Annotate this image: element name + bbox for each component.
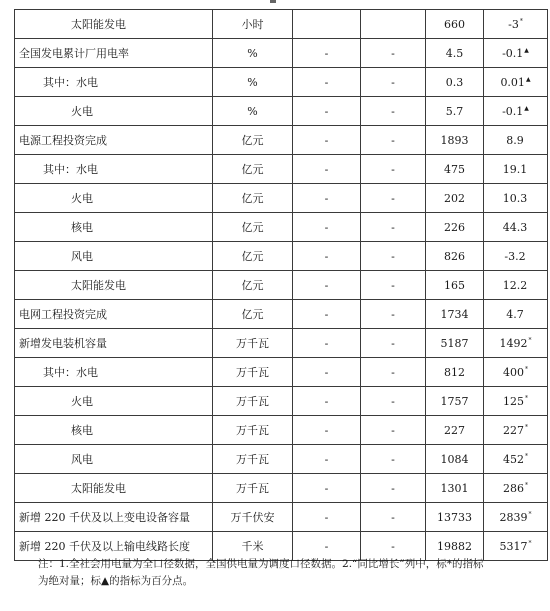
row-col4-text: - bbox=[391, 307, 395, 321]
row-change-text: 5317 bbox=[499, 539, 528, 553]
change-marker: * bbox=[525, 481, 528, 489]
row-unit bbox=[213, 97, 293, 126]
row-col3-text: - bbox=[324, 539, 329, 553]
footnote-line-2: 为绝对量；标▲的指标为百分点。 bbox=[38, 575, 194, 587]
table-row bbox=[15, 68, 548, 97]
row-change bbox=[484, 416, 548, 445]
row-col3 bbox=[293, 184, 361, 213]
row-col3-text: - bbox=[324, 278, 329, 292]
row-col4 bbox=[361, 242, 426, 271]
row-value bbox=[426, 213, 484, 242]
row-col3 bbox=[293, 39, 361, 68]
row-unit-text: 万千瓦 bbox=[236, 395, 269, 408]
row-unit bbox=[213, 474, 293, 503]
row-unit bbox=[213, 271, 293, 300]
row-col3 bbox=[293, 155, 361, 184]
row-value-text: 13733 bbox=[437, 510, 472, 524]
row-change-text: -0.1 bbox=[502, 104, 524, 118]
row-name-text: 电网工程投资完成 bbox=[19, 308, 107, 321]
row-value-text: 227 bbox=[444, 423, 465, 437]
row-name bbox=[15, 242, 213, 271]
top-edge bbox=[0, 0, 550, 8]
row-change-text: 0.01 bbox=[500, 75, 525, 89]
row-change bbox=[484, 300, 548, 329]
row-col4 bbox=[361, 358, 426, 387]
row-name-text: 太阳能发电 bbox=[71, 279, 126, 292]
row-change-text: -3 bbox=[508, 17, 519, 31]
change-marker: * bbox=[528, 510, 532, 518]
row-name bbox=[15, 445, 213, 474]
row-col3 bbox=[293, 474, 361, 503]
row-col4 bbox=[361, 329, 426, 358]
row-unit-text: 亿元 bbox=[241, 221, 264, 234]
row-value-text: 5187 bbox=[440, 336, 469, 350]
row-value bbox=[426, 68, 484, 97]
row-change-text: 286 bbox=[503, 481, 524, 495]
row-col4-text: - bbox=[391, 191, 395, 205]
row-col4-text: - bbox=[391, 423, 395, 437]
row-unit-text: 万千瓦 bbox=[236, 424, 269, 437]
row-col4-text: - bbox=[391, 162, 395, 176]
row-col4 bbox=[361, 445, 426, 474]
row-value-text: 826 bbox=[444, 249, 465, 263]
table-row bbox=[15, 10, 548, 39]
row-name-text: 太阳能发电 bbox=[71, 18, 126, 31]
row-unit bbox=[213, 416, 293, 445]
row-value-text: 19882 bbox=[437, 539, 472, 553]
row-value bbox=[426, 271, 484, 300]
row-change bbox=[484, 97, 548, 126]
row-col4 bbox=[361, 213, 426, 242]
row-value bbox=[426, 503, 484, 532]
row-change bbox=[484, 10, 548, 39]
row-change bbox=[484, 184, 548, 213]
row-col3 bbox=[293, 387, 361, 416]
row-col4 bbox=[361, 474, 426, 503]
row-name bbox=[15, 184, 213, 213]
row-unit bbox=[213, 503, 293, 532]
row-change bbox=[484, 358, 548, 387]
row-col3 bbox=[293, 329, 361, 358]
row-col3 bbox=[293, 416, 361, 445]
table-row bbox=[15, 387, 548, 416]
row-change bbox=[484, 155, 548, 184]
row-name bbox=[15, 271, 213, 300]
row-change bbox=[484, 271, 548, 300]
row-name bbox=[15, 213, 213, 242]
row-change-text: 10.3 bbox=[502, 191, 528, 205]
row-unit bbox=[213, 155, 293, 184]
row-change bbox=[484, 68, 548, 97]
row-change bbox=[484, 503, 548, 532]
row-col4-text: - bbox=[391, 365, 395, 379]
row-change bbox=[484, 329, 548, 358]
row-col4-text: - bbox=[391, 278, 395, 292]
row-col3 bbox=[293, 242, 361, 271]
row-name-text: 火电 bbox=[71, 105, 93, 118]
row-unit-text: 万千伏安 bbox=[230, 511, 275, 524]
table-row bbox=[15, 39, 548, 68]
row-col4 bbox=[361, 126, 426, 155]
row-change-text: 19.1 bbox=[502, 162, 528, 176]
row-name-text: 其中：水电 bbox=[43, 366, 98, 379]
row-col4 bbox=[361, 503, 426, 532]
row-col3 bbox=[293, 503, 361, 532]
row-name bbox=[15, 68, 213, 97]
row-unit-text: 亿元 bbox=[241, 134, 264, 147]
table-row bbox=[15, 416, 548, 445]
table-row bbox=[15, 503, 548, 532]
row-col4-text: - bbox=[391, 394, 395, 408]
row-unit bbox=[213, 39, 293, 68]
row-unit bbox=[213, 300, 293, 329]
row-change-text: 400 bbox=[503, 365, 524, 379]
row-col3-text: - bbox=[324, 191, 329, 205]
row-col3-text: - bbox=[324, 249, 329, 263]
row-change-text: 44.3 bbox=[502, 220, 528, 234]
row-name bbox=[15, 358, 213, 387]
row-col4-text: - bbox=[391, 220, 395, 234]
row-col4 bbox=[361, 155, 426, 184]
row-value-text: 1301 bbox=[440, 481, 469, 495]
row-value bbox=[426, 97, 484, 126]
change-marker: * bbox=[519, 17, 523, 25]
row-unit bbox=[213, 126, 293, 155]
row-name-text: 新增 220 千伏及以上变电设备容量 bbox=[19, 511, 190, 524]
row-value bbox=[426, 184, 484, 213]
row-name bbox=[15, 329, 213, 358]
row-col3 bbox=[293, 97, 361, 126]
row-value-text: 4.5 bbox=[445, 46, 464, 60]
row-value bbox=[426, 39, 484, 68]
row-value-text: 660 bbox=[444, 17, 465, 31]
row-col4-text: - bbox=[391, 133, 395, 147]
row-col3-text: - bbox=[324, 336, 329, 350]
row-value bbox=[426, 329, 484, 358]
row-unit bbox=[213, 68, 293, 97]
row-name-text: 太阳能发电 bbox=[71, 482, 126, 495]
row-value-text: 475 bbox=[444, 162, 465, 176]
row-change-text: 4.7 bbox=[506, 307, 524, 321]
row-change-text: 227 bbox=[503, 423, 524, 437]
table-row bbox=[15, 126, 548, 155]
row-unit-text: 亿元 bbox=[241, 308, 264, 321]
row-value-text: 1734 bbox=[440, 307, 469, 321]
row-name bbox=[15, 416, 213, 445]
row-name-text: 核电 bbox=[71, 221, 93, 234]
row-col3 bbox=[293, 68, 361, 97]
row-name-text: 电源工程投资完成 bbox=[19, 134, 107, 147]
row-col3-text: - bbox=[324, 46, 329, 60]
row-name-text: 其中：水电 bbox=[43, 76, 98, 89]
row-change-text: -0.1 bbox=[502, 46, 524, 60]
row-unit bbox=[213, 358, 293, 387]
table-row bbox=[15, 474, 548, 503]
row-col4-text: - bbox=[391, 249, 395, 263]
row-value bbox=[426, 416, 484, 445]
row-col3-text: - bbox=[324, 452, 329, 466]
row-value bbox=[426, 10, 484, 39]
row-unit-text: 亿元 bbox=[241, 163, 264, 176]
row-unit-text: 万千瓦 bbox=[236, 366, 269, 379]
row-col3 bbox=[293, 445, 361, 474]
row-value bbox=[426, 300, 484, 329]
row-change-text: -3.2 bbox=[504, 249, 526, 263]
row-col4 bbox=[361, 97, 426, 126]
row-unit bbox=[213, 213, 293, 242]
row-name-text: 风电 bbox=[71, 453, 93, 466]
row-value-text: 1757 bbox=[440, 394, 469, 408]
row-change bbox=[484, 387, 548, 416]
row-unit bbox=[213, 10, 293, 39]
row-col3 bbox=[293, 271, 361, 300]
row-name-text: 风电 bbox=[71, 250, 93, 263]
row-change bbox=[484, 242, 548, 271]
change-marker: * bbox=[525, 394, 528, 402]
row-change-text: 12.2 bbox=[502, 278, 528, 292]
row-change-text: 1492 bbox=[499, 336, 528, 350]
row-value-text: 165 bbox=[444, 278, 465, 292]
row-unit-text: % bbox=[247, 75, 258, 89]
row-col4-text: - bbox=[391, 481, 395, 495]
footnote bbox=[38, 556, 538, 590]
row-value-text: 202 bbox=[444, 191, 465, 205]
row-unit bbox=[213, 445, 293, 474]
row-unit-text: 万千瓦 bbox=[236, 337, 269, 350]
table-row bbox=[15, 184, 548, 213]
row-col4 bbox=[361, 10, 426, 39]
row-col4 bbox=[361, 416, 426, 445]
row-name-text: 火电 bbox=[71, 395, 93, 408]
row-unit-text: 千米 bbox=[241, 540, 264, 553]
change-marker: * bbox=[525, 452, 528, 460]
row-value-text: 0.3 bbox=[445, 75, 464, 89]
row-change bbox=[484, 213, 548, 242]
change-marker: ▲ bbox=[525, 75, 531, 83]
row-change-text: 125 bbox=[503, 394, 524, 408]
row-name-text: 全国发电累计厂用电率 bbox=[19, 47, 129, 60]
row-col3 bbox=[293, 300, 361, 329]
row-col4 bbox=[361, 184, 426, 213]
row-col4 bbox=[361, 387, 426, 416]
row-value bbox=[426, 387, 484, 416]
row-unit-text: 亿元 bbox=[241, 250, 264, 263]
row-col4-text: - bbox=[391, 46, 395, 60]
change-marker: * bbox=[525, 423, 528, 431]
row-col4-text: - bbox=[391, 104, 395, 118]
table-row bbox=[15, 271, 548, 300]
row-col3-text: - bbox=[324, 510, 329, 524]
row-change-text: 2839 bbox=[499, 510, 528, 524]
row-col3-text: - bbox=[324, 220, 329, 234]
row-value-text: 812 bbox=[444, 365, 465, 379]
change-marker: * bbox=[528, 539, 532, 547]
row-value bbox=[426, 126, 484, 155]
row-name-text: 其中：水电 bbox=[43, 163, 98, 176]
row-name bbox=[15, 10, 213, 39]
row-col4-text: - bbox=[391, 336, 395, 350]
row-col3-text: - bbox=[324, 162, 329, 176]
row-unit-text: % bbox=[247, 46, 258, 60]
row-value bbox=[426, 155, 484, 184]
table-row bbox=[15, 155, 548, 184]
row-unit bbox=[213, 242, 293, 271]
row-col4-text: - bbox=[391, 510, 395, 524]
table-row bbox=[15, 213, 548, 242]
row-change-text: 8.9 bbox=[506, 133, 524, 147]
row-change bbox=[484, 126, 548, 155]
row-unit-text: 万千瓦 bbox=[236, 482, 269, 495]
row-unit-text: 亿元 bbox=[241, 279, 264, 292]
change-marker: * bbox=[528, 336, 532, 344]
row-col3-text: - bbox=[324, 481, 329, 495]
row-name bbox=[15, 155, 213, 184]
row-unit-text: % bbox=[247, 104, 258, 118]
row-col3-text: - bbox=[324, 75, 329, 89]
row-value-text: 5.7 bbox=[445, 104, 464, 118]
row-unit-text: 万千瓦 bbox=[236, 453, 269, 466]
row-col3-text: - bbox=[324, 307, 329, 321]
row-name bbox=[15, 503, 213, 532]
row-name bbox=[15, 97, 213, 126]
row-col3-text: - bbox=[324, 394, 329, 408]
table-row bbox=[15, 358, 548, 387]
table-row bbox=[15, 329, 548, 358]
row-unit-text: 亿元 bbox=[241, 192, 264, 205]
row-name-text: 火电 bbox=[71, 192, 93, 205]
row-change bbox=[484, 39, 548, 68]
row-value bbox=[426, 242, 484, 271]
footnote-line-1: 注：1.全社会用电量为全口径数据，全国供电量为调度口径数据。2.“同比增长”列中，标*的指标 bbox=[38, 558, 484, 570]
row-col3-text: - bbox=[324, 423, 329, 437]
row-value bbox=[426, 445, 484, 474]
change-marker: ▲ bbox=[524, 104, 529, 112]
row-name-text: 新增 220 千伏及以上输电线路长度 bbox=[19, 540, 190, 553]
row-col4 bbox=[361, 68, 426, 97]
table-body bbox=[15, 10, 548, 561]
row-value-text: 226 bbox=[444, 220, 465, 234]
row-unit bbox=[213, 387, 293, 416]
table-row bbox=[15, 242, 548, 271]
row-col4 bbox=[361, 271, 426, 300]
change-marker: * bbox=[525, 365, 528, 373]
row-value bbox=[426, 474, 484, 503]
row-change bbox=[484, 445, 548, 474]
row-col3 bbox=[293, 213, 361, 242]
row-col3-text: - bbox=[324, 104, 329, 118]
row-unit bbox=[213, 184, 293, 213]
row-col4-text: - bbox=[391, 452, 395, 466]
table-row bbox=[15, 445, 548, 474]
row-value bbox=[426, 358, 484, 387]
row-col4-text: - bbox=[391, 75, 395, 89]
row-name bbox=[15, 387, 213, 416]
table-row bbox=[15, 300, 548, 329]
row-col3 bbox=[293, 126, 361, 155]
table-row bbox=[15, 97, 548, 126]
row-col4-text: - bbox=[391, 539, 395, 553]
row-col3-text: - bbox=[324, 133, 329, 147]
row-name bbox=[15, 126, 213, 155]
statistics-table bbox=[14, 9, 548, 561]
row-unit bbox=[213, 329, 293, 358]
row-col3 bbox=[293, 10, 361, 39]
row-name-text: 核电 bbox=[71, 424, 93, 437]
row-name bbox=[15, 300, 213, 329]
row-unit-text: 小时 bbox=[241, 18, 264, 31]
row-change bbox=[484, 474, 548, 503]
row-name-text: 新增发电装机容量 bbox=[19, 337, 107, 350]
row-col3 bbox=[293, 358, 361, 387]
row-col4 bbox=[361, 39, 426, 68]
row-value-text: 1893 bbox=[440, 133, 469, 147]
row-col3-text: - bbox=[324, 365, 329, 379]
row-name bbox=[15, 474, 213, 503]
cropped-mark bbox=[270, 0, 276, 3]
row-change-text: 452 bbox=[503, 452, 524, 466]
change-marker: ▲ bbox=[524, 46, 529, 54]
row-name bbox=[15, 39, 213, 68]
row-col4 bbox=[361, 300, 426, 329]
row-value-text: 1084 bbox=[440, 452, 469, 466]
